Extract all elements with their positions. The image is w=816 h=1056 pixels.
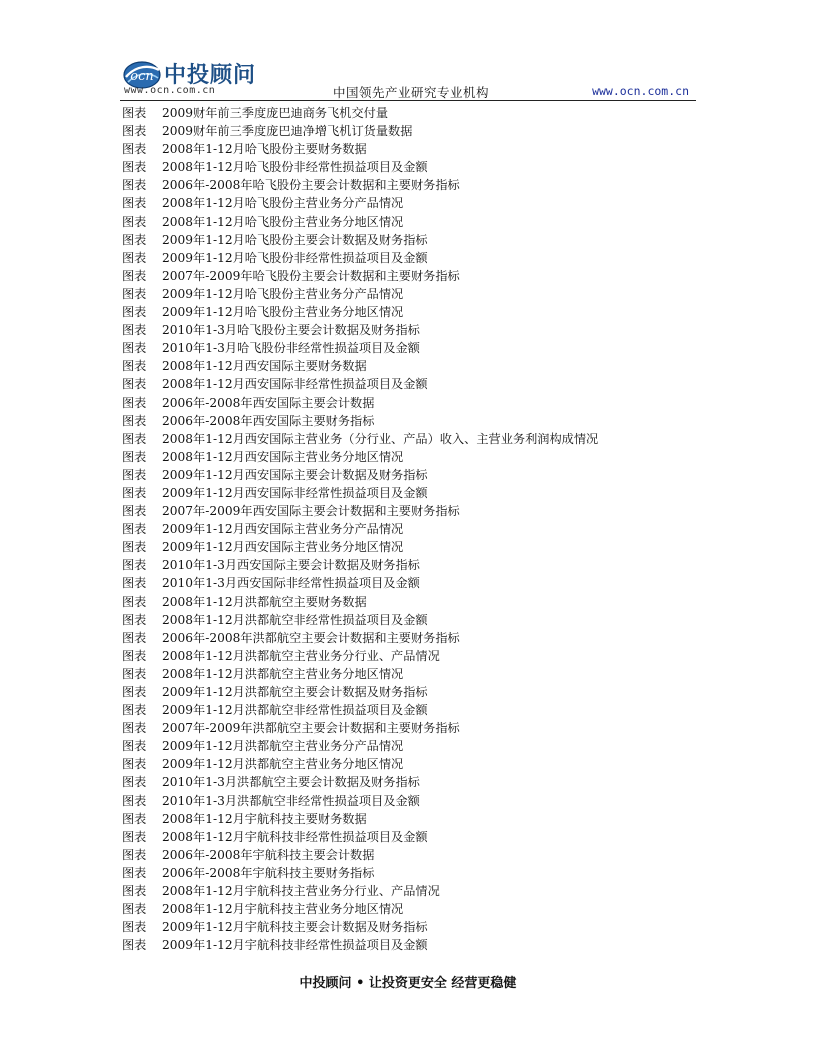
- list-item: [122, 701, 702, 719]
- list-item: [122, 267, 702, 285]
- item-title: 2008年1-12月洪都航空主营业务分行业、产品情况: [162, 648, 440, 663]
- item-label: 图表: [122, 449, 147, 464]
- list-item: [122, 140, 702, 158]
- list-item: [122, 882, 702, 900]
- item-title: 2008年1-12月宇航科技主要财务数据: [162, 811, 367, 826]
- list-item: [122, 249, 702, 267]
- item-title: 2009财年前三季度庞巴迪净增飞机订货量数据: [162, 124, 413, 139]
- item-label: 图表: [122, 902, 147, 917]
- list-item: [122, 629, 702, 647]
- item-title: 2006年-2008年宇航科技主要会计数据: [162, 847, 375, 862]
- list-item: [122, 900, 702, 918]
- item-title: 2009年1-12月洪都航空主营业务分地区情况: [162, 757, 404, 772]
- item-label: 图表: [122, 703, 147, 718]
- item-label: 图表: [122, 124, 147, 139]
- item-title: 2006年-2008年洪都航空主要会计数据和主要财务指标: [162, 630, 460, 645]
- item-label: 图表: [122, 757, 147, 772]
- item-title: 2008年1-12月哈飞股份非经常性损益项目及金额: [162, 160, 428, 175]
- list-item: [122, 213, 702, 231]
- item-title: 2006年-2008年哈飞股份主要会计数据和主要财务指标: [162, 178, 460, 193]
- list-item: [122, 846, 702, 864]
- item-label: 图表: [122, 323, 147, 338]
- svg-text:ocn: ocn: [130, 69, 154, 84]
- item-label: 图表: [122, 884, 147, 899]
- item-label: 图表: [122, 829, 147, 844]
- list-item: [122, 448, 702, 466]
- list-item: [122, 593, 702, 611]
- list-item: [122, 683, 702, 701]
- company-logo: [120, 58, 290, 98]
- list-item: [122, 357, 702, 375]
- item-title: 2009年1-12月西安国际非经常性损益项目及金额: [162, 485, 428, 500]
- item-title: 2010年1-3月西安国际主要会计数据及财务指标: [162, 558, 420, 573]
- item-title: 2008年1-12月西安国际主要财务数据: [162, 359, 367, 374]
- item-title: 2010年1-3月洪都航空主要会计数据及财务指标: [162, 775, 420, 790]
- item-title: 2008年1-12月宇航科技主营业务分地区情况: [162, 902, 404, 917]
- item-label: 图表: [122, 938, 147, 953]
- item-title: 2006年-2008年西安国际主要会计数据: [162, 395, 375, 410]
- item-title: 2008年1-12月哈飞股份主营业务分地区情况: [162, 214, 404, 229]
- item-label: 图表: [122, 395, 147, 410]
- logo-text: 中投顾问: [164, 63, 257, 88]
- item-label: 图表: [122, 612, 147, 627]
- list-item: [122, 412, 702, 430]
- list-item: [122, 719, 702, 737]
- list-item: [122, 285, 702, 303]
- list-item: [122, 665, 702, 683]
- item-label: 图表: [122, 793, 147, 808]
- item-label: 图表: [122, 142, 147, 157]
- item-label: 图表: [122, 214, 147, 229]
- item-label: 图表: [122, 504, 147, 519]
- list-item: [122, 502, 702, 520]
- item-label: 图表: [122, 811, 147, 826]
- item-label: 图表: [122, 359, 147, 374]
- item-label: 图表: [122, 739, 147, 754]
- header-tagline: 中国领先产业研究专业机构: [333, 85, 490, 100]
- list-item: [122, 773, 702, 791]
- item-label: 图表: [122, 558, 147, 573]
- item-label: 图表: [122, 847, 147, 862]
- item-title: 2008年1-12月洪都航空非经常性损益项目及金额: [162, 612, 428, 627]
- item-title: 2009年1-12月哈飞股份非经常性损益项目及金额: [162, 250, 428, 265]
- list-item: [122, 122, 702, 140]
- list-item: [122, 394, 702, 412]
- list-item: [122, 810, 702, 828]
- item-title: 2009年1-12月洪都航空非经常性损益项目及金额: [162, 703, 428, 718]
- item-title: 2009年1-12月洪都航空主营业务分产品情况: [162, 739, 404, 754]
- item-title: 2008年1-12月洪都航空主营业务分地区情况: [162, 666, 404, 681]
- item-label: 图表: [122, 178, 147, 193]
- list-item: [122, 864, 702, 882]
- chart-index-list: [122, 104, 702, 954]
- list-item: [122, 556, 702, 574]
- header-site-link[interactable]: www.ocn.com.cn: [592, 84, 689, 98]
- item-label: 图表: [122, 540, 147, 555]
- list-item: [122, 231, 702, 249]
- item-label: 图表: [122, 286, 147, 301]
- page-header: [120, 58, 696, 102]
- list-item: [122, 520, 702, 538]
- item-title: 2010年1-3月洪都航空非经常性损益项目及金额: [162, 793, 420, 808]
- list-item: [122, 792, 702, 810]
- list-item: [122, 430, 702, 448]
- item-label: 图表: [122, 467, 147, 482]
- item-title: 2006年-2008年西安国际主要财务指标: [162, 413, 375, 428]
- item-title: 2008年1-12月宇航科技非经常性损益项目及金额: [162, 829, 428, 844]
- item-title: 2008年1-12月西安国际主营业务（分行业、产品）收入、主营业务利润构成情况: [162, 431, 599, 446]
- list-item: [122, 176, 702, 194]
- item-label: 图表: [122, 431, 147, 446]
- item-title: 2009财年前三季度庞巴迪商务飞机交付量: [162, 106, 389, 120]
- item-title: 2008年1-12月宇航科技主营业务分行业、产品情况: [162, 884, 440, 899]
- list-item: [122, 303, 702, 321]
- item-title: 2010年1-3月哈飞股份非经常性损益项目及金额: [162, 341, 420, 356]
- item-label: 图表: [122, 268, 147, 283]
- item-title: 2009年1-12月哈飞股份主营业务分地区情况: [162, 305, 404, 320]
- item-title: 2007年-2009年洪都航空主要会计数据和主要财务指标: [162, 721, 460, 736]
- list-item: [122, 936, 702, 954]
- list-item: [122, 466, 702, 484]
- item-title: 2008年1-12月西安国际主营业务分地区情况: [162, 449, 404, 464]
- list-item: [122, 194, 702, 212]
- item-title: 2010年1-3月哈飞股份主要会计数据及财务指标: [162, 323, 420, 338]
- list-item: [122, 574, 702, 592]
- list-item: [122, 321, 702, 339]
- item-label: 图表: [122, 413, 147, 428]
- item-title: 2007年-2009年哈飞股份主要会计数据和主要财务指标: [162, 268, 460, 283]
- item-title: 2007年-2009年西安国际主要会计数据和主要财务指标: [162, 504, 460, 519]
- list-item: [122, 828, 702, 846]
- item-label: 图表: [122, 106, 147, 120]
- item-label: 图表: [122, 685, 147, 699]
- item-label: 图表: [122, 576, 147, 591]
- list-item: [122, 737, 702, 755]
- list-item: [122, 647, 702, 665]
- item-label: 图表: [122, 648, 147, 663]
- item-title: 2008年1-12月哈飞股份主营业务分产品情况: [162, 196, 404, 211]
- item-label: 图表: [122, 594, 147, 609]
- item-label: 图表: [122, 920, 147, 935]
- item-title: 2009年1-12月洪都航空主要会计数据及财务指标: [162, 685, 428, 699]
- item-label: 图表: [122, 721, 147, 736]
- item-title: 2010年1-3月西安国际非经常性损益项目及金额: [162, 576, 420, 591]
- item-title: 2009年1-12月西安国际主营业务分地区情况: [162, 540, 404, 555]
- list-item: [122, 538, 702, 556]
- list-item: [122, 611, 702, 629]
- logo-url: www.ocn.com.cn: [124, 85, 216, 96]
- item-title: 2009年1-12月西安国际主要会计数据及财务指标: [162, 467, 428, 482]
- list-item: [122, 339, 702, 357]
- item-title: 2008年1-12月洪都航空主要财务数据: [162, 594, 367, 609]
- item-title: 2009年1-12月哈飞股份主要会计数据及财务指标: [162, 232, 428, 247]
- list-item: [122, 104, 702, 122]
- item-title: 2008年1-12月哈飞股份主要财务数据: [162, 142, 367, 157]
- list-item: [122, 918, 702, 936]
- list-item: [122, 755, 702, 773]
- item-label: 图表: [122, 666, 147, 681]
- list-item: [122, 158, 702, 176]
- item-label: 图表: [122, 196, 147, 211]
- list-item: [122, 484, 702, 502]
- item-label: 图表: [122, 341, 147, 356]
- item-title: 2009年1-12月哈飞股份主营业务分产品情况: [162, 286, 404, 301]
- item-title: 2009年1-12月宇航科技主要会计数据及财务指标: [162, 920, 428, 935]
- item-label: 图表: [122, 377, 147, 392]
- header-divider: [120, 100, 696, 101]
- item-label: 图表: [122, 775, 147, 790]
- item-label: 图表: [122, 522, 147, 537]
- item-title: 2008年1-12月西安国际非经常性损益项目及金额: [162, 377, 428, 392]
- item-label: 图表: [122, 630, 147, 645]
- item-label: 图表: [122, 305, 147, 320]
- item-label: 图表: [122, 160, 147, 175]
- item-label: 图表: [122, 485, 147, 500]
- item-label: 图表: [122, 232, 147, 247]
- item-title: 2009年1-12月宇航科技非经常性损益项目及金额: [162, 938, 428, 953]
- item-title: 2009年1-12月西安国际主营业务分产品情况: [162, 522, 404, 537]
- list-item: [122, 375, 702, 393]
- item-label: 图表: [122, 865, 147, 880]
- item-label: 图表: [122, 250, 147, 265]
- item-title: 2006年-2008年宇航科技主要财务指标: [162, 865, 375, 880]
- page-footer: 中投顾问 • 让投资更安全 经营更稳健: [299, 976, 517, 991]
